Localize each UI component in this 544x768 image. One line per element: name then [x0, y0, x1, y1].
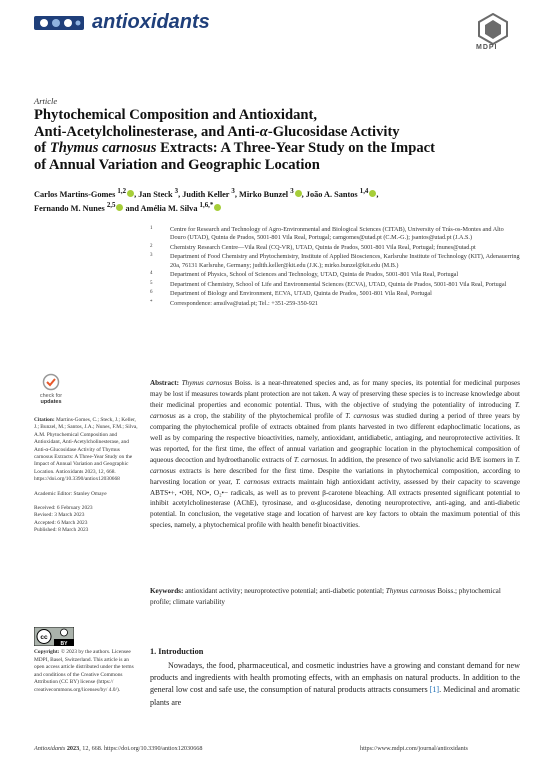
- author-name[interactable]: Fernando M. Nunes: [34, 204, 107, 214]
- affiliation-item: [150, 290, 520, 298]
- footer-journal: Antioxidants: [34, 745, 66, 752]
- paragraph-text: . Medicinal and aromatic plants are: [150, 685, 520, 707]
- affiliation-text: Chemistry Research Centre—Vila Real (CQ-VR), UTAD, Quinta de Prados, 5001-801 Vila Real, Portugal; fnunes@utad.pt: [170, 243, 476, 251]
- citation-label: Citation:: [34, 417, 55, 423]
- affiliation-item: [150, 226, 520, 243]
- article-title: Phytochemical Composition and Antioxidant, Anti-Acetylcholinesterase, and Anti-α-Glucosidase Activity of Thymus carnosus Extracts: A Three-Year Study on the Impact of Annual Variation and Geographic Location: [34, 107, 435, 173]
- affiliation-number: 5: [150, 280, 153, 286]
- affiliation-text: Centre for Research and Technology of Agro-Environmental and Biological Sciences (CITAB), University of Trás-os-Montes and Alto Douro (UTAD), Quinta de Prados, 5001-801 Vila Real, Portugal; camgomes@utad.pt (C.M.-G.); jsantos@utad.pt (J.A.S.): [170, 226, 504, 242]
- affiliation-item: [150, 281, 520, 289]
- correspondence-text: Correspondence: amsilva@utad.pt; Tel.: +351-259-350-921: [170, 299, 319, 307]
- mdpi-logo-text: MDPI: [476, 44, 498, 51]
- species-name: Thymus carnosus: [181, 379, 233, 387]
- orcid-icon[interactable]: [295, 190, 302, 197]
- academic-editor: Academic Editor: Stanley Omaye: [34, 490, 107, 497]
- footer-citation: [34, 745, 203, 752]
- abstract-text: as a crop, the stability of the phytochemical profile of: [175, 411, 346, 420]
- citation-text: Martins-Gomes, C.; Steck, J.; Keller, J.; Bunzel, M.; Santos, J.A.; Nunes, F.M.; Silva, A.M. Phytochemical Composition and Antioxidant, Anti-Acetylcholinesterase, and Anti-α-Glucosidase Activity of Thymus carnosus Extracts: A Three-Year Study on the Impact of Annual Variation and Geographic Location. Antioxidants 2023, 12, 668. https://doi.org/10.3390/antiox12030668: [34, 417, 138, 483]
- author-affiliation-marker: 1,6,*: [199, 202, 214, 210]
- author-name[interactable]: Carlos Martins-Gomes: [34, 189, 118, 199]
- author-affiliation-marker: 1,4: [359, 188, 369, 195]
- introduction-paragraph: [150, 660, 520, 709]
- species-name: T. carnosus: [293, 455, 327, 464]
- citation-block: [34, 417, 138, 484]
- affiliation-number: 1: [150, 226, 153, 231]
- affiliation-item: [150, 253, 520, 270]
- author-name[interactable]: and Amélia M. Silva: [123, 204, 200, 214]
- author-name[interactable]: , Jan Steck: [134, 189, 175, 199]
- affiliation-item: [150, 244, 520, 252]
- accepted-date: Accepted: 6 March 2023: [34, 519, 88, 526]
- check-for-updates-label: updates: [40, 399, 62, 405]
- cc-label: cc: [40, 634, 48, 641]
- by-label: BY: [60, 641, 68, 646]
- author-name[interactable]: , Judith Keller: [178, 189, 232, 199]
- orcid-icon[interactable]: [214, 204, 221, 211]
- antioxidants-logo-icon: [34, 12, 84, 34]
- published-date: Published: 8 March 2023: [34, 527, 89, 534]
- affiliations-list: [150, 226, 520, 309]
- author-affiliation-marker: 3: [174, 188, 179, 195]
- check-for-updates-label: check for: [39, 393, 63, 399]
- author-list: Carlos Martins-Gomes $^{1,2}$ , Jan Steck $^3$, Judith Keller $^3$, Mirko Bunzel $^3$ , João A. Santos $^{1,4}$ , Fernando M. Nunes $^{2,5}$ and Amélia M. Silva $^{1,6,*}$: [34, 188, 379, 214]
- abstract-text: extracts maintain high antioxidant activity, assessed by their capacity to scavenge ABTS•+, •OH, NO•, O₂•− radicals, as well as to prevent β-carotene bleaching. All extracts presented significant potential to inhibit acetylcholinesterase (AChE), tyrosinase, and α-glucosidase, denoting neuroprotective, anti-aging, and anti-diabetic potential. In conclusion, the vegetative stage and location of harvest are key factors to obtain the maximum potential of this species, namely, a phytochemical profile with health benefit bioactivities.: [150, 477, 520, 530]
- footer-doi[interactable]: , 12, 668. https://doi.org/10.3390/antiox12030668: [79, 745, 203, 752]
- abstract-text: was studied during a period of three years by comparing the phytochemical profile of extracts obtained from plants harvested in two different edaphoclimatic locations, as well as by comparing the respective bioactivities, namely, antioxidant, antidiabetic, antiaging, and neuroprotective activities. It was reported, for the first time, the effect of annual variation and geographic location in the phytochemical composition of aqueous decoction and hydroethanolic extracts of: [150, 411, 520, 464]
- affiliation-text: Department of Chemistry, School of Life and Environmental Sciences (ECVA), UTAD, Quinta de Prados, 5001-801 Vila Real, Portugal: [170, 280, 507, 288]
- abstract-label: Abstract:: [150, 379, 179, 387]
- copyright-text: © 2023 by the authors. Licensee MDPI, Basel, Switzerland. This article is an open access article distributed under the terms and conditions of the Creative Commons Attribution (CC BY) license (https:// creativecommons.org/licenses/by/ 4.0/).: [34, 649, 134, 693]
- author-affiliation-marker: 2,5: [106, 202, 116, 210]
- affiliation-text: Department of Biology and Environment, ECVA, UTAD, Quinta de Prados, 5001-801 Vila Real, Portugal: [170, 290, 432, 298]
- article-type: Article: [34, 96, 58, 106]
- author-name[interactable]: , João A. Santos: [301, 189, 360, 199]
- section-heading: 1. Introduction: [150, 647, 204, 656]
- abstract-text: Boiss. is a near-threatened species and, as for many species, its potential for medicinal purposes may be lost if measures towards plant protection are not taken. A way of preserving these species is to increase knowledge about their medicinal properties and economic potential. Thus, with the objective of studying the potentiality of introducing: [150, 379, 520, 409]
- revised-date: Revised: 3 March 2023: [34, 512, 85, 519]
- check-for-updates-icon[interactable]: [34, 373, 68, 405]
- affiliation-text: Department of Food Chemistry and Phytochemistry, Institute of Applied Biosciences, Karlsruhe Institute of Technology (KIT), Adenauerring 20a, 76131 Karlsruhe, Germany; judith.keller@kit.edu (J.K.); mirko.bunzel@kit.edu (M.B.): [170, 253, 520, 269]
- keywords: [150, 586, 520, 608]
- journal-name: antioxidants: [92, 11, 210, 33]
- affiliation-number: 6: [150, 290, 153, 296]
- copyright-notice: [34, 649, 138, 695]
- footer-year: 2023: [66, 745, 80, 752]
- article-info-sidebar: [34, 417, 138, 535]
- species-name: T. carnosus: [150, 400, 520, 420]
- correspondence-item: [150, 300, 520, 308]
- author-affiliation-marker: 3: [231, 188, 235, 195]
- abstract-text: . In addition, the presence of two salvianolic acid B/E isomers in: [326, 455, 515, 464]
- species-name: T. carnosus: [345, 411, 380, 420]
- abstract-text: extracts is here described for the first time. Despite the variations in phytochemical composition, according to harvesting location or year,: [150, 466, 520, 486]
- affiliation-text: Department of Physics, School of Sciences and Technology, UTAD, Quinta de Prados, 5001-801 Vila Real, Portugal: [170, 271, 459, 279]
- species-name: T. carnosus: [150, 455, 520, 475]
- footer-journal-url[interactable]: https://www.mdpi.com/journal/antioxidants: [360, 745, 468, 752]
- author-affiliation-marker: 1,2: [117, 188, 127, 195]
- received-date: Received: 6 February 2023: [34, 505, 93, 512]
- copyright-label: Copyright:: [34, 649, 60, 655]
- author-affiliation-marker: 3: [290, 188, 294, 195]
- species-name: Thymus carnosus: [385, 587, 436, 595]
- affiliation-number: 2: [150, 243, 153, 249]
- reference-link[interactable]: [1]: [429, 685, 440, 695]
- paragraph-text: Nowadays, the food, pharmaceutical, and cosmetic industries have a growing and constant demand for new products and ingredients with health promoting effects, with an emphasis on natural products. In addition to the general low cost and safe use, the consumption of natural products attracts consumers: [150, 661, 520, 695]
- affiliation-number: 3: [150, 253, 153, 259]
- correspondence-marker: *: [150, 299, 153, 305]
- species-name: T. carnosus: [235, 477, 270, 486]
- keywords-text: antioxidant activity; neuroprotective potential; anti-diabetic potential;: [183, 587, 386, 595]
- abstract: [150, 378, 520, 531]
- mdpi-logo-icon: [477, 13, 509, 45]
- affiliation-number: 4: [150, 271, 153, 277]
- keywords-label: Keywords:: [150, 587, 184, 595]
- orcid-icon[interactable]: [369, 190, 376, 197]
- affiliation-item: [150, 271, 520, 279]
- orcid-icon[interactable]: [127, 190, 134, 197]
- author-name[interactable]: , Mirko Bunzel: [234, 189, 291, 199]
- cc-by-license-icon[interactable]: [34, 627, 74, 646]
- keywords-text: Boiss.; phytochemical profile; climate variability: [150, 587, 501, 606]
